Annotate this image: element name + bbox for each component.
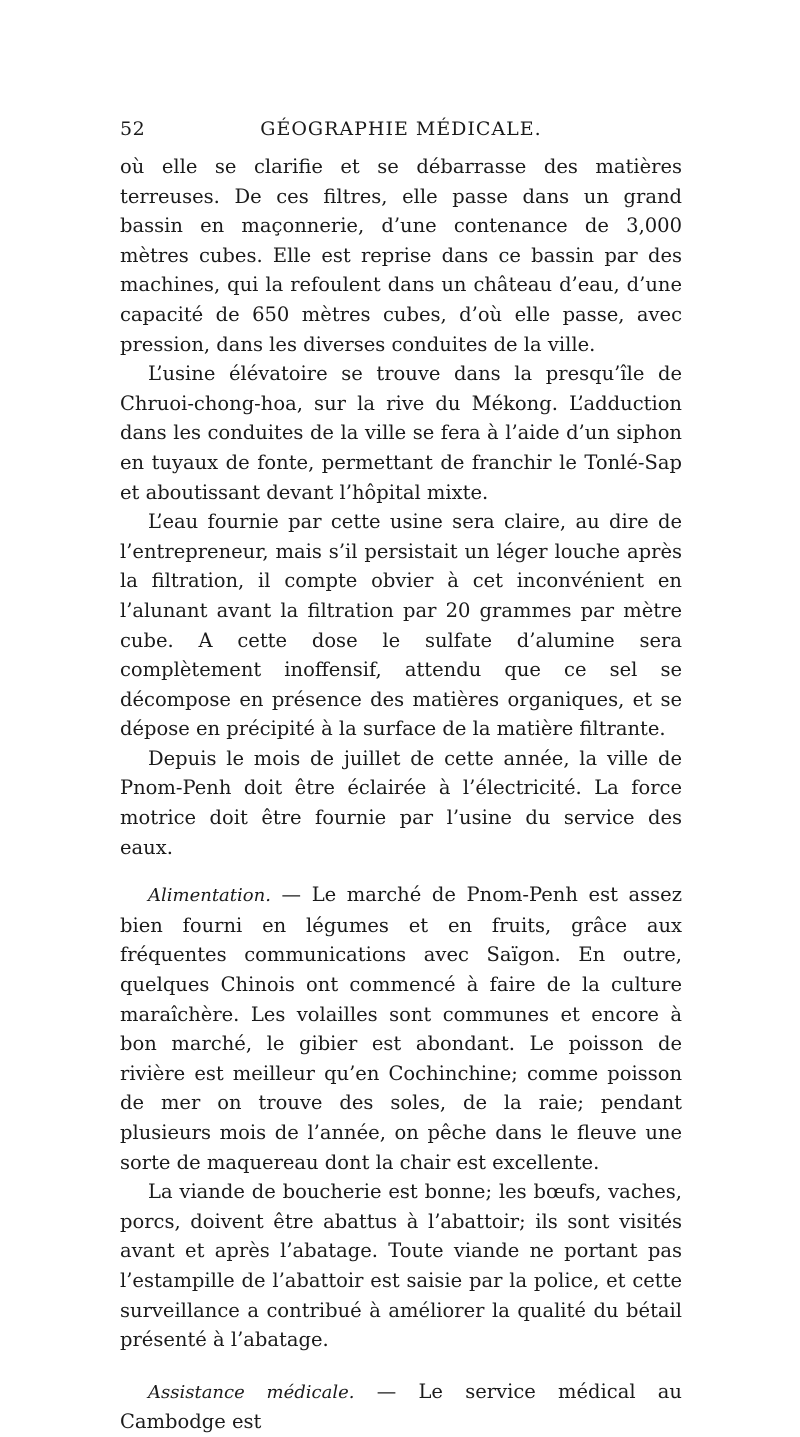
page-number: 52 — [120, 118, 146, 140]
paragraph-viande: La viande de boucherie est bonne; les bœufs, vaches, porcs, doivent être abattus à l’abattoir; ils sont visités avant et après l’abatage. Toute viande ne portant pas l’estampille de l’abattoir est saisie par la police, et cette surveillance a contribué à améliorer la qualité du bétail présenté à l’abatage. — [120, 1180, 682, 1352]
assistance-text: Le service médical au Cambodge est — [120, 1379, 682, 1434]
paragraph-assistance — [120, 1377, 682, 1437]
paragraph-pumping-station: L’usine élévatoire se trouve dans la presqu’île de Chruoi-chong-hoa, sur la rive du Mékong. L’adduction dans les conduites de la ville se fera à l’aide d’un siphon en tuyaux de fonte, permettant de franchir le Tonlé-Sap et aboutissant devant l’hôpital mixte. — [120, 362, 682, 504]
alimentation-text: Le marché de Pnom-Penh est assez bien fourni en légumes et en fruits, grâce aux fréquentes communications avec Saïgon. En outre, quelques Chinois ont commencé à faire de la culture maraîchère. Les volailles sont communes et encore à bon marché, le gibier est abondant. Le poisson de rivière est meilleur qu’en Cochinchine; comme poisson de mer on trouve des soles, de la raie; pendant plusieurs mois de l’année, on pêche dans le fleuve une sorte de maquereau dont la chair est excellente. — [120, 883, 682, 1174]
paragraph-electricity: Depuis le mois de juillet de cette année, la ville de Pnom-Penh doit être éclairée à l’électricité. La force motrice doit être fournie par l’usine du service des eaux. — [120, 746, 682, 859]
body-text — [120, 152, 682, 1437]
paragraph-water-quality: L’eau fournie par cette usine sera claire, au dire de l’entrepreneur, mais s’il persistait un léger louche après la filtration, il compte obvier à cet inconvénient en l’alunant avant la filtration par 20 grammes par mètre cube. A cette dose le sulfate d’alumine sera complètement inoffensif, attendu que ce sel se décompose en présence des matières organiques, et se dépose en précipité à la surface de la matière filtrante. — [120, 510, 682, 741]
section-title-alimentation: Alimentation. — [148, 885, 271, 907]
paragraph-water-filtration: où elle se clarifie et se débarrasse des matières terreuses. De ces filtres, elle passe dans un grand bassin en maçonnerie, d’une contenance de 3,000 mètres cubes. Elle est reprise dans ce bassin par des machines, qui la refoulent dans un château d’eau, d’une capacité de 650 mètres cubes, d’où elle passe, avec pression, dans les diverses conduites de la ville. — [120, 155, 682, 356]
section-dash: — — [270, 883, 312, 907]
section-title-assistance: Assistance médicale. — [148, 1381, 355, 1403]
page-header — [120, 118, 682, 144]
paragraph-alimentation — [120, 880, 682, 1177]
running-title: GÉOGRAPHIE MÉDICALE. — [260, 118, 542, 140]
section-dash: — — [354, 1379, 419, 1403]
